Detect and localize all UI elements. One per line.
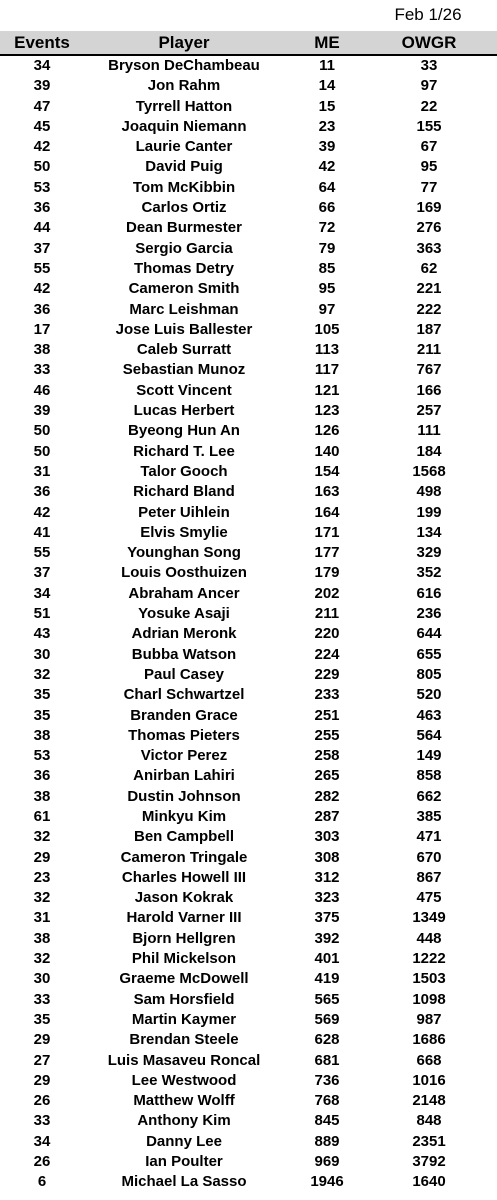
table-row <box>0 360 497 380</box>
me-cell: 392 <box>314 929 340 947</box>
events-cell: 42 <box>33 503 51 521</box>
me-cell: 251 <box>314 706 340 724</box>
column-header-owgr: OWGR <box>401 33 457 52</box>
owgr-cell: 767 <box>416 361 442 379</box>
player-cell: Luis Masaveu Roncal <box>107 1051 261 1069</box>
table-row <box>0 848 497 868</box>
owgr-cell: 1503 <box>412 970 446 988</box>
events-cell: 31 <box>33 909 51 927</box>
owgr-cell: 221 <box>416 280 442 298</box>
table-row <box>0 1091 497 1111</box>
owgr-cell: 448 <box>416 929 442 947</box>
owgr-cell: 22 <box>420 97 438 115</box>
me-cell: 323 <box>314 889 340 907</box>
player-cell: Brendan Steele <box>129 1031 239 1049</box>
events-cell: 29 <box>33 1031 51 1049</box>
events-cell: 17 <box>33 320 51 338</box>
player-cell: Sergio Garcia <box>135 239 233 257</box>
events-cell: 33 <box>33 1112 51 1130</box>
column-header-player: Player <box>158 33 210 52</box>
owgr-cell: 111 <box>417 422 441 440</box>
events-cell: 34 <box>33 1132 51 1150</box>
table-row <box>0 259 497 279</box>
table-row <box>0 462 497 482</box>
table-row <box>0 1071 497 1091</box>
player-cell: Dean Burmester <box>126 219 242 237</box>
events-cell: 55 <box>33 544 51 562</box>
player-cell: Cameron Tringale <box>120 848 248 866</box>
table-row <box>0 746 497 766</box>
table-row <box>0 807 497 827</box>
events-cell: 39 <box>33 77 51 95</box>
table-row <box>0 218 497 238</box>
me-cell: 177 <box>314 544 340 562</box>
events-cell: 39 <box>33 402 51 420</box>
player-cell: Paul Casey <box>143 665 225 683</box>
player-cell: Adrian Meronk <box>131 625 237 643</box>
table-row <box>0 604 497 624</box>
me-cell: 969 <box>314 1153 340 1171</box>
table-row <box>0 381 497 401</box>
date-label: Feb 1/26 <box>394 5 462 24</box>
me-cell: 85 <box>318 259 336 277</box>
events-cell: 37 <box>33 564 51 582</box>
events-cell: 41 <box>33 523 51 541</box>
player-cell: Scott Vincent <box>136 381 232 399</box>
table-row <box>0 1051 497 1071</box>
player-cell: Yosuke Asaji <box>138 605 230 623</box>
me-cell: 303 <box>314 828 340 846</box>
owgr-cell: 655 <box>416 645 442 663</box>
player-cell: Laurie Canter <box>135 138 233 156</box>
table-row <box>0 523 497 543</box>
player-cell: Louis Oosthuizen <box>121 564 247 582</box>
owgr-cell: 352 <box>416 564 442 582</box>
player-cell: Richard T. Lee <box>133 442 235 460</box>
table-row <box>0 827 497 847</box>
owgr-cell: 670 <box>416 848 442 866</box>
events-cell: 53 <box>33 747 51 765</box>
events-cell: 35 <box>33 1010 51 1028</box>
me-cell: 375 <box>314 909 340 927</box>
table-row <box>0 766 497 786</box>
me-cell: 140 <box>314 442 340 460</box>
me-cell: 42 <box>318 158 336 176</box>
me-cell: 39 <box>318 138 336 156</box>
owgr-cell: 276 <box>416 219 442 237</box>
owgr-cell: 33 <box>420 57 438 74</box>
table-row <box>0 563 497 583</box>
player-cell: Ian Poulter <box>145 1153 223 1171</box>
owgr-cell: 475 <box>416 889 442 907</box>
owgr-cell: 169 <box>416 199 442 217</box>
player-cell: Peter Uihlein <box>138 503 230 521</box>
owgr-cell: 848 <box>416 1112 442 1130</box>
player-cell: Michael La Sasso <box>121 1173 247 1191</box>
me-cell: 255 <box>314 726 340 744</box>
me-cell: 15 <box>318 97 336 115</box>
player-cell: Thomas Detry <box>133 259 235 277</box>
owgr-cell: 184 <box>416 442 442 460</box>
me-cell: 163 <box>314 483 340 501</box>
me-cell: 569 <box>314 1010 340 1028</box>
player-cell: Younghan Song <box>127 544 241 562</box>
me-cell: 121 <box>314 381 340 399</box>
player-cell: Lucas Herbert <box>133 402 235 420</box>
me-cell: 97 <box>318 300 336 318</box>
table-row <box>0 320 497 340</box>
player-cell: Ben Campbell <box>133 828 235 846</box>
owgr-cell: 97 <box>420 77 438 95</box>
events-cell: 6 <box>37 1173 47 1191</box>
events-cell: 38 <box>33 726 51 744</box>
column-header-me: ME <box>314 33 340 52</box>
owgr-cell: 329 <box>416 544 442 562</box>
events-cell: 32 <box>33 828 51 846</box>
me-cell: 105 <box>314 320 340 338</box>
table-row <box>0 888 497 908</box>
events-cell: 31 <box>33 462 51 480</box>
table-row <box>0 442 497 462</box>
table-row <box>0 76 497 96</box>
table-row <box>0 685 497 705</box>
events-cell: 32 <box>33 665 51 683</box>
me-cell: 117 <box>314 361 340 379</box>
table-row <box>0 908 497 928</box>
table-row <box>0 584 497 604</box>
table-row <box>0 543 497 563</box>
owgr-cell: 166 <box>416 381 442 399</box>
player-cell: Branden Grace <box>130 706 238 724</box>
player-cell: Jose Luis Ballester <box>115 320 253 338</box>
owgr-cell: 867 <box>416 868 442 886</box>
player-cell: Tom McKibbin <box>132 178 236 196</box>
me-cell: 72 <box>318 219 336 237</box>
player-cell: Tyrrell Hatton <box>135 97 233 115</box>
table-row <box>0 340 497 360</box>
owgr-cell: 1349 <box>412 909 446 927</box>
me-cell: 66 <box>318 199 336 217</box>
owgr-cell: 77 <box>420 178 438 196</box>
events-cell: 53 <box>33 178 51 196</box>
events-cell: 35 <box>33 686 51 704</box>
events-cell: 26 <box>33 1153 51 1171</box>
player-cell: Richard Bland <box>133 483 235 501</box>
player-cell: Jason Kokrak <box>134 889 234 907</box>
events-cell: 36 <box>33 199 51 217</box>
owgr-cell: 520 <box>416 686 442 704</box>
table-row <box>0 1010 497 1030</box>
player-cell: Charles Howell III <box>121 868 247 886</box>
table-row <box>0 969 497 989</box>
owgr-cell: 564 <box>416 726 442 744</box>
column-header-events: Events <box>14 33 70 52</box>
events-cell: 50 <box>33 442 51 460</box>
owgr-cell: 3792 <box>412 1153 446 1171</box>
player-cell: Abraham Ancer <box>128 584 240 602</box>
table-row <box>0 300 497 320</box>
events-cell: 36 <box>33 767 51 785</box>
me-cell: 211 <box>314 605 340 623</box>
table-row <box>0 990 497 1010</box>
player-cell: Bryson DeChambeau <box>108 57 260 74</box>
owgr-cell: 187 <box>416 320 442 338</box>
player-cell: Harold Varner III <box>126 909 242 927</box>
me-cell: 265 <box>314 767 340 785</box>
table-row <box>0 117 497 137</box>
events-cell: 42 <box>33 138 51 156</box>
owgr-cell: 805 <box>416 665 442 683</box>
events-cell: 27 <box>33 1051 51 1069</box>
owgr-cell: 1686 <box>412 1031 446 1049</box>
owgr-cell: 2148 <box>412 1092 446 1110</box>
player-cell: Phil Mickelson <box>131 950 237 968</box>
player-cell: Matthew Wolff <box>133 1092 235 1110</box>
owgr-cell: 644 <box>416 625 442 643</box>
player-cell: Lee Westwood <box>131 1071 237 1089</box>
table-row <box>0 868 497 888</box>
me-cell: 14 <box>318 77 336 95</box>
me-cell: 287 <box>314 807 340 825</box>
events-cell: 34 <box>33 57 51 74</box>
me-cell: 123 <box>314 402 340 420</box>
me-cell: 64 <box>318 178 336 196</box>
table-row <box>0 178 497 198</box>
player-cell: Bubba Watson <box>131 645 237 663</box>
me-cell: 628 <box>314 1031 340 1049</box>
table-row <box>0 706 497 726</box>
owgr-cell: 668 <box>416 1051 442 1069</box>
events-cell: 33 <box>33 361 51 379</box>
table-row <box>0 1152 497 1172</box>
owgr-cell: 222 <box>416 300 442 318</box>
owgr-cell: 199 <box>416 503 442 521</box>
owgr-cell: 134 <box>416 523 442 541</box>
table-row <box>0 624 497 644</box>
player-cell: Charl Schwartzel <box>123 686 245 704</box>
me-cell: 220 <box>314 625 340 643</box>
table-row <box>0 949 497 969</box>
player-cell: Talor Gooch <box>140 462 228 480</box>
player-cell: Sam Horsfield <box>133 990 235 1008</box>
me-cell: 1946 <box>310 1173 344 1191</box>
owgr-cell: 155 <box>416 117 442 135</box>
owgr-cell: 149 <box>416 747 442 765</box>
me-cell: 224 <box>314 645 340 663</box>
table-row <box>0 1111 497 1131</box>
events-cell: 42 <box>33 280 51 298</box>
owgr-cell: 257 <box>416 402 442 420</box>
me-cell: 845 <box>314 1112 340 1130</box>
owgr-cell: 363 <box>416 239 442 257</box>
owgr-cell: 463 <box>416 706 442 724</box>
events-cell: 47 <box>33 97 51 115</box>
me-cell: 736 <box>314 1071 340 1089</box>
table-row <box>0 421 497 441</box>
owgr-cell: 211 <box>416 341 442 359</box>
me-cell: 11 <box>319 57 335 74</box>
me-cell: 308 <box>314 848 340 866</box>
player-cell: Cameron Smith <box>128 280 240 298</box>
me-cell: 565 <box>314 990 340 1008</box>
me-cell: 282 <box>314 787 340 805</box>
player-cell: Danny Lee <box>146 1132 222 1150</box>
events-cell: 45 <box>33 117 51 135</box>
table-row <box>0 401 497 421</box>
owgr-cell: 1640 <box>412 1173 446 1191</box>
table-row <box>0 157 497 177</box>
player-cell: Minkyu Kim <box>141 807 227 825</box>
me-cell: 126 <box>314 422 340 440</box>
table-body <box>0 56 497 1193</box>
owgr-cell: 95 <box>420 158 438 176</box>
owgr-cell: 236 <box>416 605 442 623</box>
events-cell: 46 <box>33 381 51 399</box>
events-cell: 38 <box>33 787 51 805</box>
table-row <box>0 787 497 807</box>
me-cell: 768 <box>314 1092 340 1110</box>
table-row <box>0 56 497 76</box>
me-cell: 79 <box>318 239 336 257</box>
events-cell: 35 <box>33 706 51 724</box>
owgr-cell: 858 <box>416 767 442 785</box>
owgr-cell: 662 <box>416 787 442 805</box>
table-row <box>0 279 497 299</box>
events-cell: 43 <box>33 625 51 643</box>
me-cell: 889 <box>314 1132 340 1150</box>
table-row <box>0 665 497 685</box>
player-cell: Bjorn Hellgren <box>132 929 236 947</box>
owgr-cell: 498 <box>416 483 442 501</box>
table-row <box>0 1030 497 1050</box>
me-cell: 401 <box>314 950 340 968</box>
table-row <box>0 239 497 259</box>
player-cell: Martin Kaymer <box>131 1010 237 1028</box>
events-cell: 44 <box>33 219 51 237</box>
owgr-cell: 385 <box>416 807 442 825</box>
events-cell: 23 <box>33 868 51 886</box>
table-row <box>0 198 497 218</box>
me-cell: 179 <box>314 564 340 582</box>
owgr-cell: 1098 <box>412 990 446 1008</box>
events-cell: 32 <box>33 889 51 907</box>
events-cell: 29 <box>33 848 51 866</box>
table-row <box>0 503 497 523</box>
me-cell: 681 <box>314 1051 340 1069</box>
events-cell: 26 <box>33 1092 51 1110</box>
player-cell: Thomas Pieters <box>128 726 240 744</box>
events-cell: 50 <box>33 422 51 440</box>
events-cell: 33 <box>33 990 51 1008</box>
events-cell: 38 <box>33 929 51 947</box>
events-cell: 38 <box>33 341 51 359</box>
player-cell: Anirban Lahiri <box>133 767 235 785</box>
owgr-cell: 471 <box>416 828 442 846</box>
player-cell: Byeong Hun An <box>128 422 240 440</box>
events-cell: 36 <box>33 483 51 501</box>
table-row <box>0 929 497 949</box>
me-cell: 154 <box>314 462 340 480</box>
events-cell: 34 <box>33 584 51 602</box>
events-cell: 30 <box>33 970 51 988</box>
me-cell: 312 <box>314 868 340 886</box>
table-row <box>0 645 497 665</box>
player-cell: Carlos Ortiz <box>141 199 227 217</box>
player-cell: Joaquin Niemann <box>121 117 247 135</box>
owgr-cell: 67 <box>420 138 438 156</box>
table-row <box>0 1132 497 1152</box>
owgr-cell: 616 <box>416 584 442 602</box>
me-cell: 95 <box>318 280 336 298</box>
events-cell: 50 <box>33 158 51 176</box>
me-cell: 202 <box>314 584 340 602</box>
events-cell: 36 <box>33 300 51 318</box>
events-cell: 61 <box>33 807 51 825</box>
events-cell: 29 <box>33 1071 51 1089</box>
owgr-cell: 1568 <box>412 462 446 480</box>
player-cell: Dustin Johnson <box>127 787 241 805</box>
me-cell: 23 <box>318 117 336 135</box>
table-row <box>0 137 497 157</box>
table-row <box>0 482 497 502</box>
me-cell: 113 <box>314 341 340 359</box>
table-row <box>0 97 497 117</box>
events-cell: 37 <box>33 239 51 257</box>
events-cell: 51 <box>33 605 51 623</box>
me-cell: 171 <box>314 523 340 541</box>
owgr-cell: 987 <box>416 1010 442 1028</box>
player-cell: Jon Rahm <box>147 77 221 95</box>
player-cell: Anthony Kim <box>137 1112 231 1130</box>
owgr-cell: 2351 <box>412 1132 446 1150</box>
column-header-row <box>0 31 497 56</box>
player-cell: Victor Perez <box>140 747 228 765</box>
me-cell: 258 <box>314 747 340 765</box>
player-cell: Graeme McDowell <box>119 970 249 988</box>
owgr-cell: 1222 <box>412 950 446 968</box>
events-cell: 32 <box>33 950 51 968</box>
player-cell: Caleb Surratt <box>136 341 232 359</box>
player-cell: Elvis Smylie <box>140 523 228 541</box>
me-cell: 419 <box>314 970 340 988</box>
me-cell: 233 <box>314 686 340 704</box>
me-cell: 229 <box>314 665 340 683</box>
events-cell: 55 <box>33 259 51 277</box>
owgr-cell: 62 <box>420 259 438 277</box>
events-cell: 30 <box>33 645 51 663</box>
me-cell: 164 <box>314 503 340 521</box>
table-row <box>0 1172 497 1192</box>
player-cell: David Puig <box>145 158 223 176</box>
owgr-cell: 1016 <box>412 1071 446 1089</box>
player-cell: Marc Leishman <box>129 300 239 318</box>
table-row <box>0 726 497 746</box>
player-cell: Sebastian Munoz <box>122 361 246 379</box>
